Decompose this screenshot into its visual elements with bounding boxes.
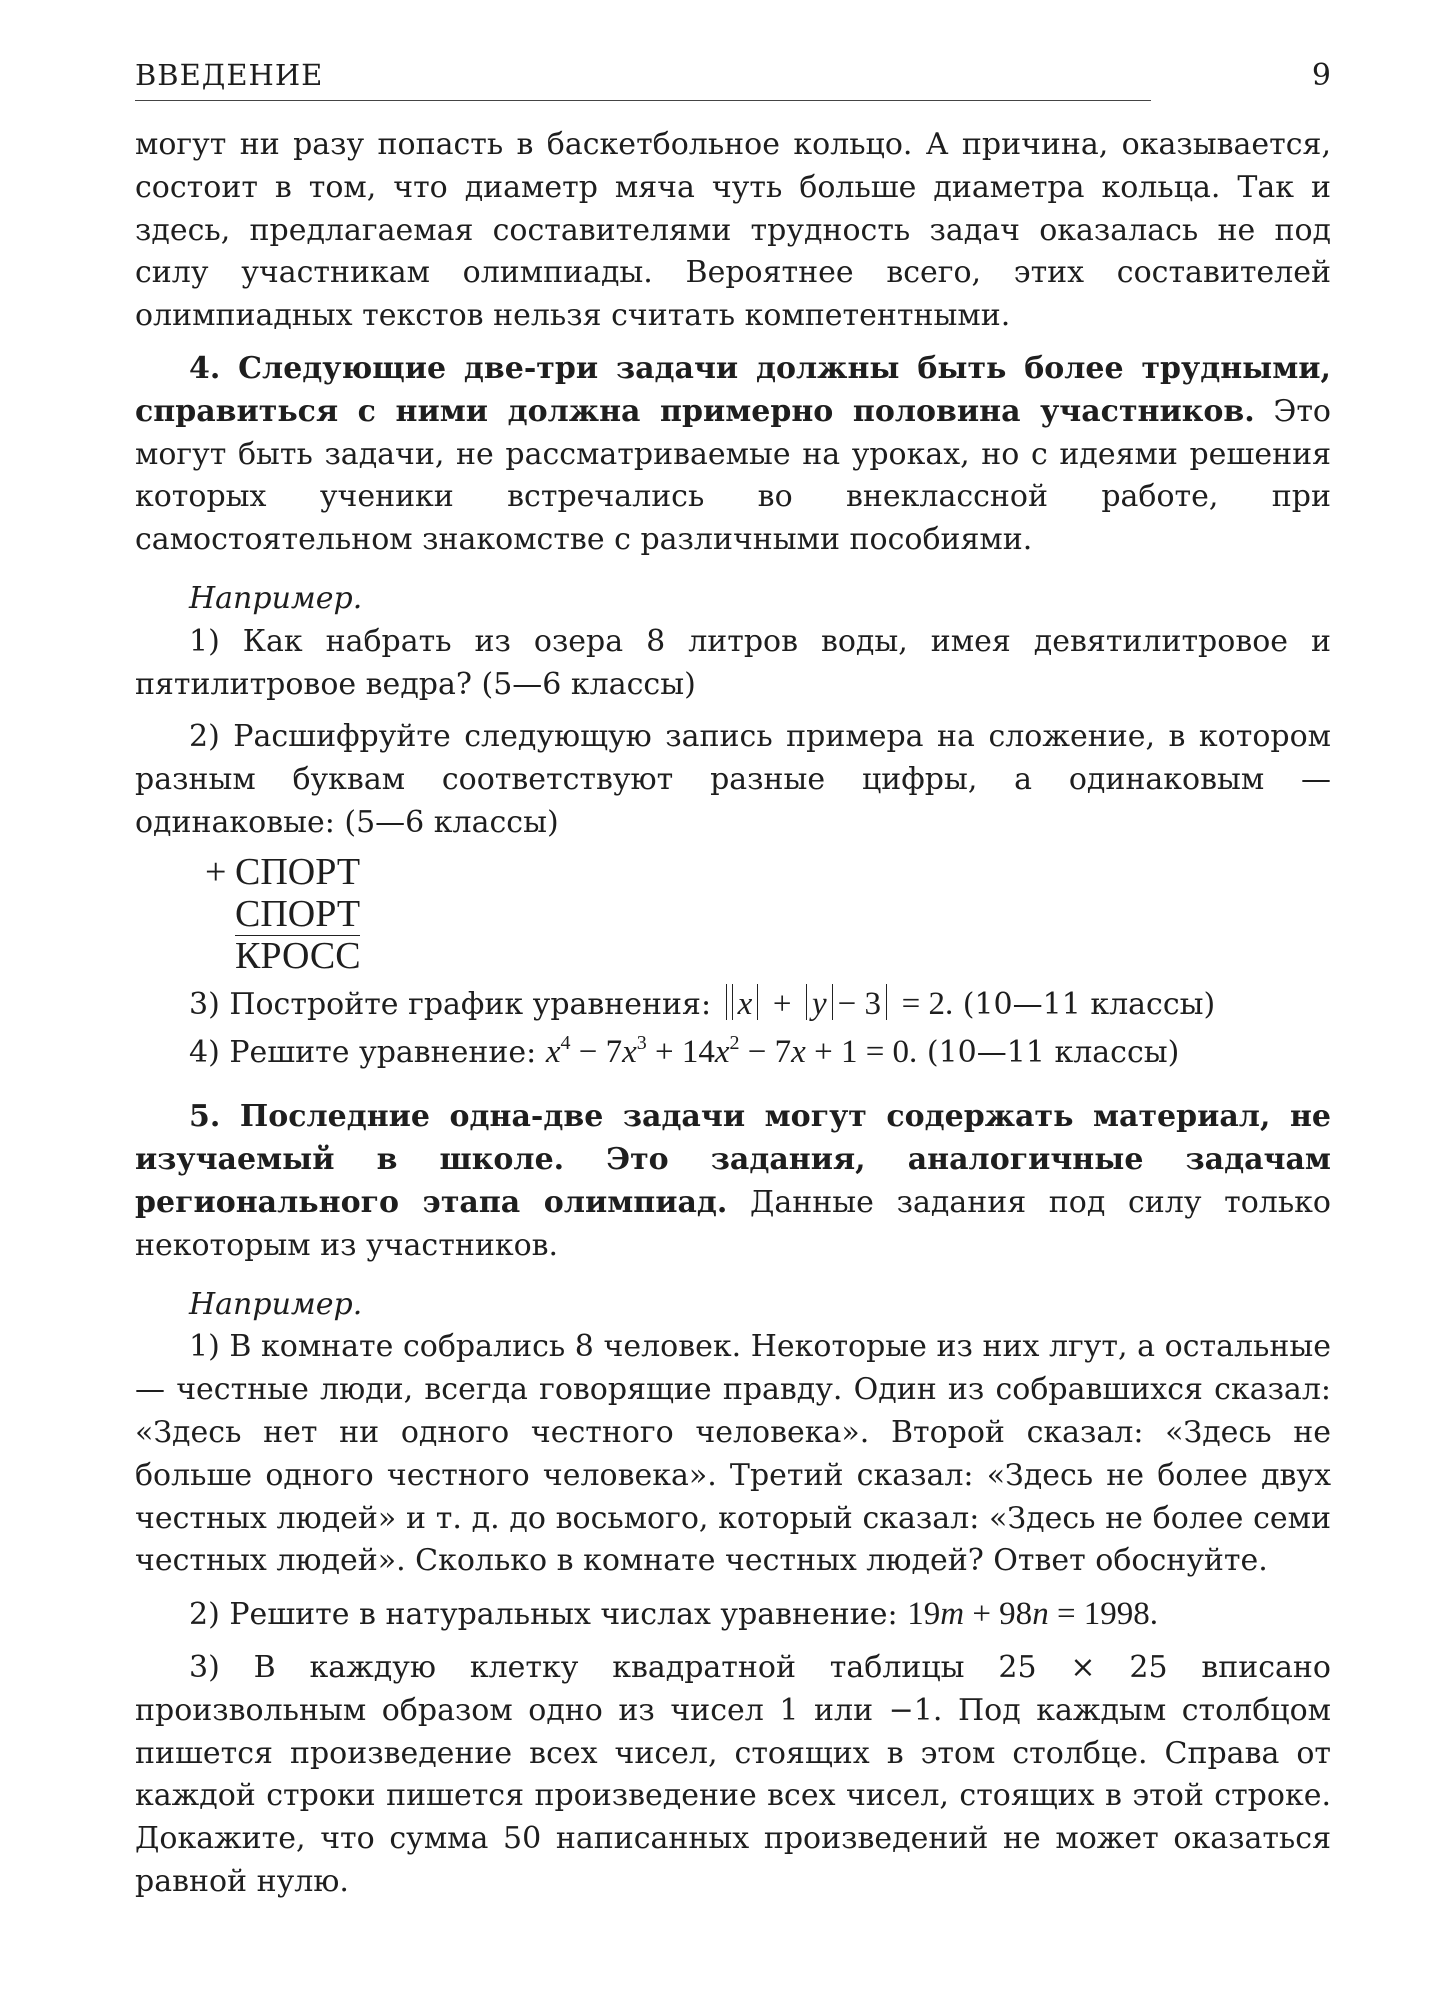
example-3-prefix: 3) Постройте график уравнения: [189, 986, 712, 1022]
example-5-1: 1) В комнате собрались 8 человек. Некоторые из них лгут, а остальные — честные люди, всегда говорящие правду. Один из собравшихся сказал: «Здесь нет ни одного честного человека». Второй сказал: «Здесь не больше одного честного человека». Третий сказал: «Здесь не более двух честных людей» и т. д. до восьмого, который сказал: «Здесь не более семи честных людей». Сколько в комнате честных людей? Ответ обоснуйте. [135, 1329, 1331, 1579]
term: − 7 [570, 1033, 623, 1070]
sum-result: КРОСС [235, 934, 361, 977]
var-n: n [1032, 1596, 1049, 1633]
chapter-title: ВВЕДЕНИЕ [135, 58, 324, 92]
var-x: x [737, 985, 753, 1022]
example-label: Например. [189, 580, 363, 616]
example-2: 2) Расшифруйте следующую запись примера на сложение, в котором разным буквам соответствуют разные цифры, а одинаковым — одинаковые: (5—6 классы) [135, 719, 1331, 840]
cryptarithm-row-3 [205, 935, 1331, 977]
page-number: 9 [1311, 58, 1331, 93]
abs-bar [757, 984, 758, 1020]
addend-1: СПОРТ [235, 850, 361, 893]
example-4 [135, 1031, 1331, 1075]
example-4-prefix: 4) Решите уравнение: [189, 1034, 537, 1070]
abs-bar [806, 984, 807, 1020]
var-m: m [940, 1596, 965, 1633]
term: − 7 [739, 1033, 792, 1070]
example-5-3: 3) В каждую клетку квадратной таблицы 25 × 25 вписано произвольным образом одно из чисел 1 или −1. Под каждым столбцом пишется произведение всех чисел, стоящих в этом столбце. Справа от каждой строки пишется произведение всех чисел, стоящих в этой строке. Докажите, что сумма 50 написанных произведений не может оказаться равной нулю. [135, 1649, 1331, 1899]
minus-three: − 3 [837, 985, 882, 1022]
example-5-2 [135, 1593, 1331, 1637]
cryptarithm-row-1 [205, 851, 1331, 893]
exponent: 2 [729, 1031, 740, 1054]
header-rule [135, 100, 1151, 101]
cryptarithm [205, 851, 1331, 977]
point-4-text: Это могут быть задачи, не рассматриваемые на уроках, но с идеями решения которых ученики встречались во внеклассной работе, при самостоятельном знакомстве с различными пособиями. [135, 393, 1331, 558]
term: + 1 = 0. [805, 1033, 918, 1070]
addend-2: СПОРТ [235, 892, 361, 935]
term: + 14 [646, 1033, 715, 1070]
abs-bar-outer-left [726, 984, 733, 1020]
var-x: x [622, 1033, 637, 1070]
var-x: x [714, 1033, 730, 1070]
equation [545, 1031, 918, 1070]
point-4-heading: 4. Следующие две-три задачи должны быть более трудными, справиться с ними должна примерно половина участников. [135, 350, 1331, 429]
equation [907, 1596, 1158, 1632]
exponent: 3 [636, 1031, 647, 1054]
exponent: 4 [560, 1031, 571, 1054]
example-3 [135, 983, 1331, 1027]
abs-bar-outer-right [886, 984, 887, 1020]
coef: 19 [907, 1596, 941, 1633]
example-4-grades: (10—11 классы) [926, 1034, 1180, 1070]
abs-bar [832, 984, 833, 1020]
body-text [135, 124, 1331, 1904]
term: = 1998. [1048, 1596, 1159, 1633]
var-x: x [791, 1033, 806, 1070]
point-5-heading: 5. Последние одна-две задачи могут содержать материал, не изучаемый в школе. Это задания, аналогичные задачам регионального этапа олимпиад. [135, 1099, 1331, 1220]
paragraph-point-5 [135, 1096, 1331, 1267]
plus-sign: + [205, 850, 227, 893]
book-page [135, 50, 1331, 1904]
var-x: x [545, 1033, 561, 1070]
plus-sign: + [772, 985, 792, 1022]
var-y: y [812, 985, 827, 1022]
example-5-2-prefix: 2) Решите в натуральных числах уравнение: [189, 1597, 898, 1633]
point-5-text: Данные задания под силу только некоторым из участников. [135, 1184, 1331, 1263]
equals-two: = 2. [901, 985, 954, 1022]
example-label-2: Например. [189, 1286, 363, 1322]
running-header [135, 50, 1331, 102]
term: + 98 [964, 1596, 1033, 1633]
cryptarithm-row-2 [205, 893, 1331, 935]
example-3-grades: (10—11 классы) [962, 986, 1216, 1022]
paragraph-continuation: могут ни разу попасть в баскетбольное кольцо. А причина, оказывается, состоит в том, что диаметр мяча чуть больше диаметра кольца. Так и здесь, предлагаемая составителями трудность задач оказалась не под силу участникам олимпиады. Вероятнее всего, этих составителей олимпиадных текстов нельзя считать компетентными. [135, 127, 1331, 334]
example-1: 1) Как набрать из озера 8 литров воды, имея девятилитровое и пятилитровое ведра? (5—6 классы) [135, 623, 1331, 702]
paragraph-point-4 [135, 348, 1331, 562]
